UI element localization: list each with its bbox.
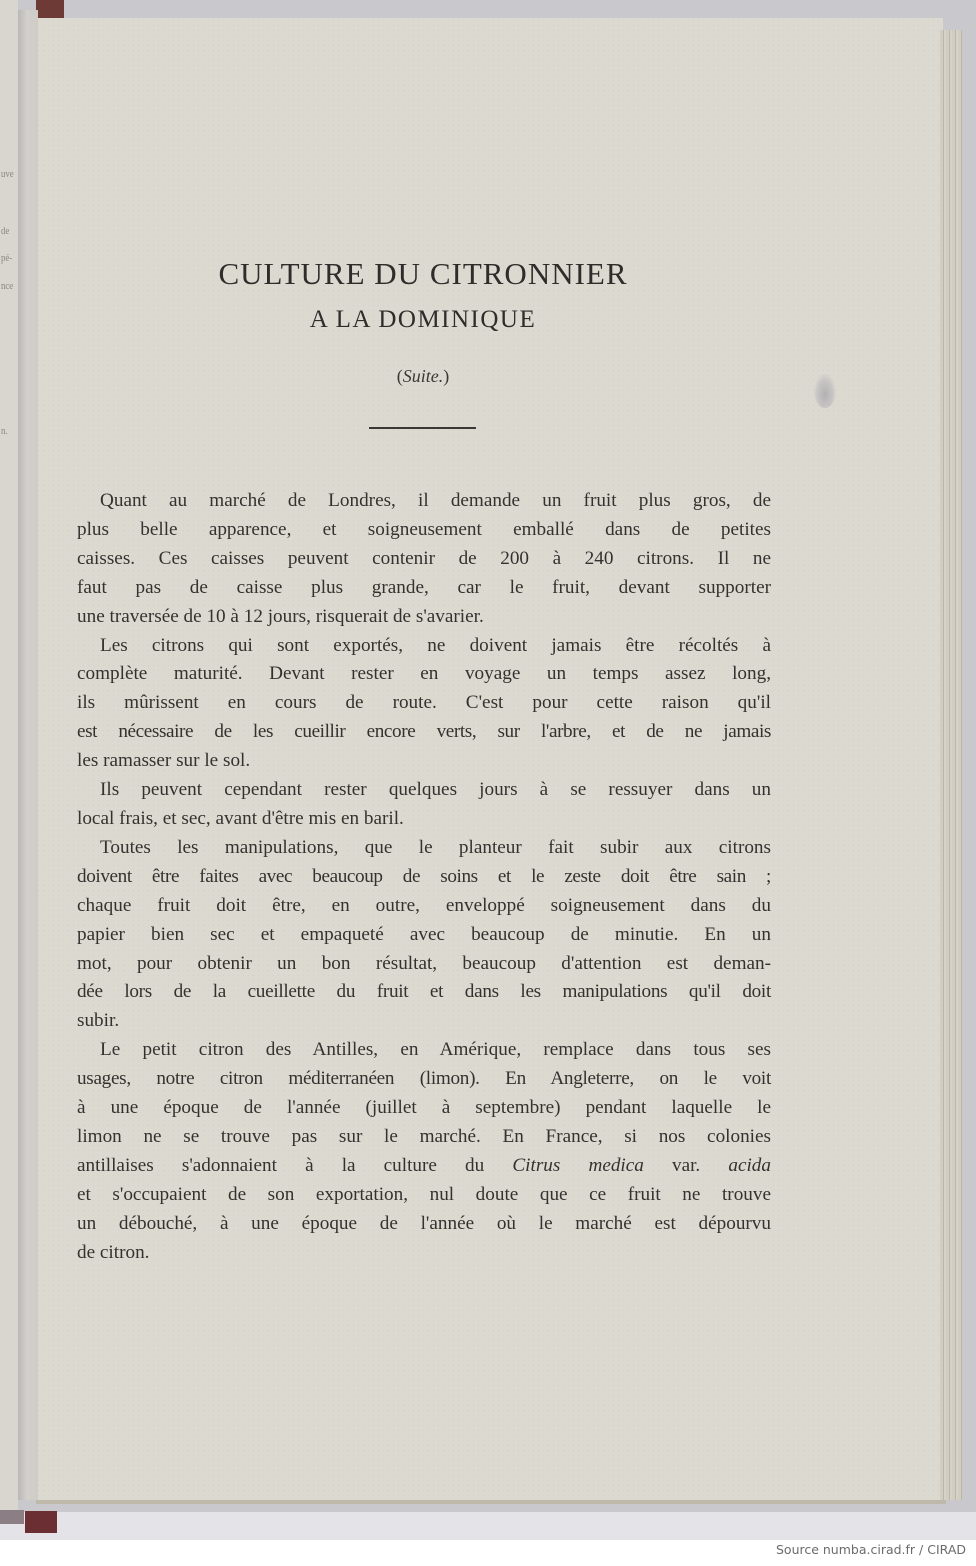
text-line: mot, pour obtenir un bon résultat, beaucoup d'attention est deman- — [77, 952, 771, 974]
left-page-fragment: de — [1, 225, 10, 237]
text-line: les ramasser sur le sol. — [77, 750, 251, 772]
text-line: local frais, et sec, avant d'être mis en baril. — [77, 807, 404, 829]
text-line: limon ne se trouve pas sur le marché. En France, si nos colonies — [77, 1125, 771, 1147]
bookmark-ribbon-top — [36, 0, 64, 18]
bookmark-ribbon-bottom — [25, 1511, 57, 1533]
left-page-fragment: uve — [1, 168, 14, 180]
text-line: Quant au marché de Londres, il demande un fruit plus gros, de — [100, 490, 771, 511]
text-line: plus belle apparence, et soigneusement emballé dans de petites — [77, 518, 771, 540]
article-title-line2: A LA DOMINIQUE — [309, 306, 537, 333]
article-title-line1: CULTURE DU CITRONNIER — [218, 256, 628, 291]
paragraph — [77, 834, 771, 1036]
text-line: une traversée de 10 à 12 jours, risquerait de s'avarier. — [77, 605, 484, 627]
variety-name: acida — [728, 1154, 771, 1176]
title-divider — [369, 427, 476, 429]
paragraph — [77, 1036, 771, 1267]
scanner-bottom-strip — [0, 1512, 976, 1540]
subtitle-italic: Suite. — [402, 366, 444, 386]
left-page-fragment: n. — [1, 425, 8, 437]
text-line: à une époque de l'année (juillet à septembre) pendant laquelle le — [77, 1097, 771, 1119]
paren-close: ) — [443, 366, 450, 386]
text-line: dée lors de la cueillette du fruit et dans les manipulations qu'il doit — [77, 981, 771, 1003]
paragraph — [77, 632, 771, 777]
text-line: subir. — [77, 1010, 120, 1032]
left-page-fragment: nce — [1, 280, 14, 292]
text-line: chaque fruit doit être, en outre, enveloppé soigneusement dans du — [77, 894, 771, 916]
text-line: complète maturité. Devant rester en voyage un temps assez long, — [77, 663, 771, 685]
text-line: de citron. — [77, 1241, 150, 1263]
species-name: Citrus medica — [512, 1154, 644, 1176]
text-line: et s'occupaient de son exportation, nul doute que ce fruit ne trouve — [77, 1183, 771, 1205]
text-line: un débouché, à une époque de l'année où le marché est dépourvu — [77, 1212, 771, 1234]
page-edges-stack — [940, 30, 962, 1500]
left-page-fragment: pé- — [1, 252, 13, 264]
paren-open: ( — [396, 366, 403, 386]
text-line: est nécessaire de les cueillir encore verts, sur l'arbre, et de ne jamais — [77, 721, 771, 743]
paragraph — [77, 487, 771, 632]
text-line: faut pas de caisse plus grande, car le fruit, devant supporter — [77, 576, 771, 598]
text-line: ils mûrissent en cours de route. C'est pour cette raison qu'il — [77, 692, 771, 714]
previous-page-edge — [0, 0, 18, 1512]
text-line: Le petit citron des Antilles, en Amérique, remplace dans tous ses — [100, 1039, 771, 1061]
source-attribution: Source numba.cirad.fr / CIRAD — [775, 1542, 966, 1557]
page-bottom-edge — [36, 1500, 946, 1504]
text-line: usages, notre citron méditerranéen (limon). En Angleterre, on le voit — [77, 1068, 771, 1090]
text-line: Ils peuvent cependant rester quelques jours à se ressuyer dans un — [100, 779, 771, 801]
binding-edge — [0, 1510, 24, 1524]
text-line-with-species — [77, 1152, 771, 1181]
text-line: doivent être faites avec beaucoup de soins et le zeste doit être sain ; — [77, 865, 771, 887]
text-fragment: var. — [643, 1154, 729, 1176]
article-body — [77, 487, 771, 1267]
paragraph — [77, 776, 771, 834]
article-subtitle — [0, 366, 846, 387]
text-line: papier bien sec et empaqueté avec beaucoup de minutie. En un — [77, 923, 771, 945]
text-fragment: antillaises s'adonnaient à la culture du — [77, 1154, 513, 1176]
text-line: Toutes les manipulations, que le planteur fait subir aux citrons — [100, 836, 771, 858]
text-line: caisses. Ces caisses peuvent contenir de 200 à 240 citrons. Il ne — [77, 547, 771, 569]
text-line: Les citrons qui sont exportés, ne doivent jamais être récoltés à — [100, 634, 771, 656]
book-gutter-shadow — [18, 10, 38, 1500]
